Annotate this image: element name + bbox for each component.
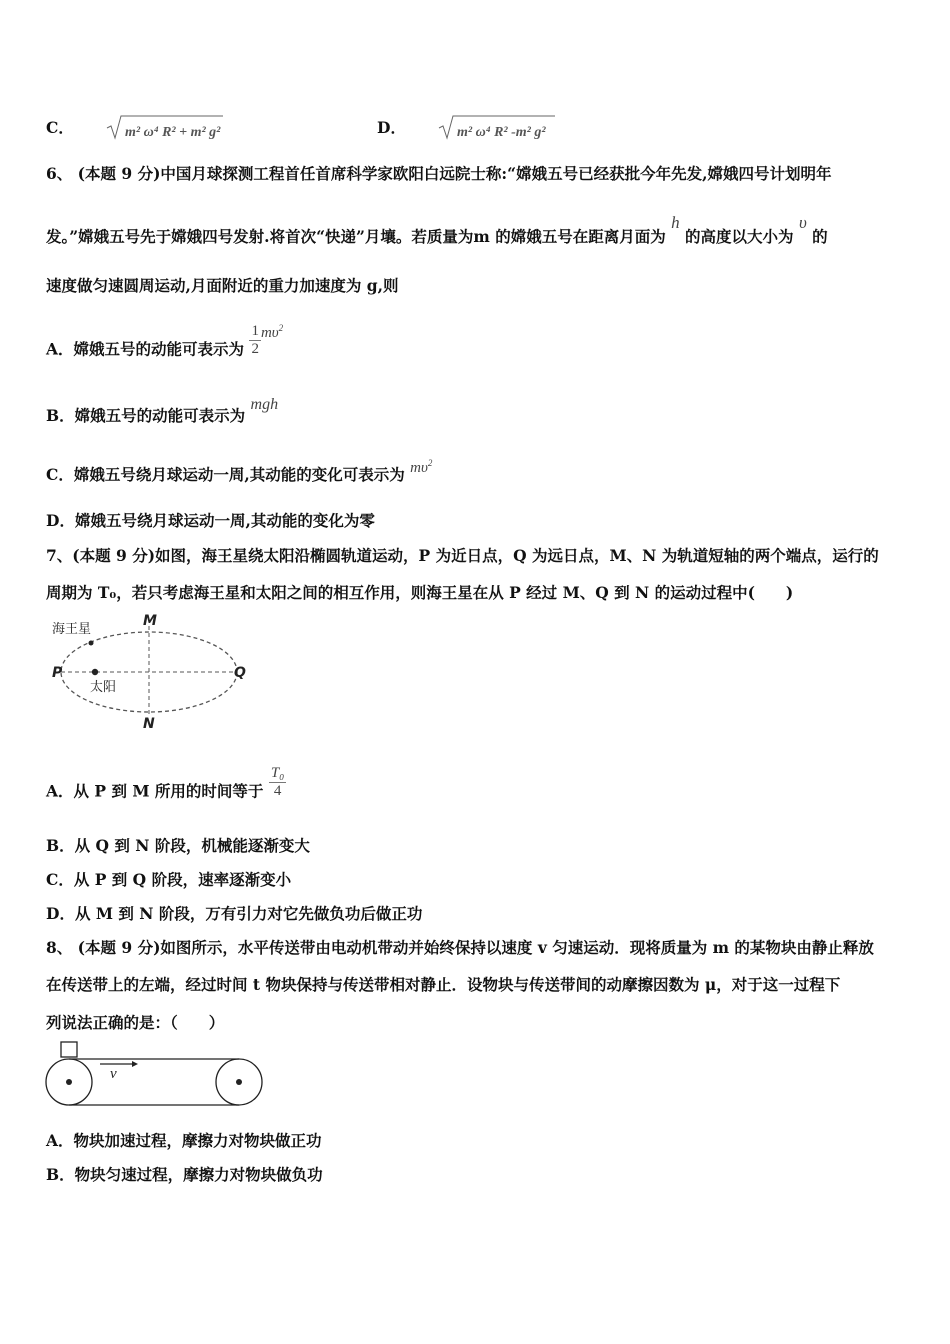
q6-stem-line2a: 发。”嫦娥五号先于嫦娥四号发射.将首次“快递”月壤。若质量为m 的嫦娥五号在距离月面为 <box>46 227 666 246</box>
q6-option-a-fraction: $\frac{1}{2}$ <box>251 323 259 357</box>
q7-orbit-figure <box>46 612 266 732</box>
q5-option-c-formula <box>85 114 225 144</box>
svg-text:m² ω⁴ R² -m² g²: m² ω⁴ R² -m² g² <box>457 125 546 140</box>
q7-option-d: D．从 M 到 N 阶段，万有引力对它先做负功后做正功 <box>46 904 423 923</box>
q8-option-a: A．物块加速过程，摩擦力对物块做正功 <box>46 1131 322 1150</box>
q5-option-c-label: C． <box>46 118 74 137</box>
q5-option-d <box>377 114 557 144</box>
q6-option-d: D．嫦娥五号绕月球运动一周,其动能的变化为零 <box>46 511 375 530</box>
q5-option-d-formula <box>417 114 557 144</box>
q7-option-b: B．从 Q 到 N 阶段，机械能逐渐变大 <box>46 836 310 855</box>
q6-stem-line2 <box>46 213 828 247</box>
left-axle <box>66 1079 72 1085</box>
q6-option-b <box>46 396 279 426</box>
label-N: N <box>143 716 155 732</box>
q7-option-a <box>46 765 286 810</box>
q6-speed-symbol: υ <box>798 213 807 232</box>
q6-option-c-formula: $m\upsilon^2$ <box>410 458 433 476</box>
q6-option-a-text: A．嫦娥五号的动能可表示为 <box>46 339 245 359</box>
q7-option-a-numerator: T₀ <box>270 765 285 781</box>
q8-stem-line2: 在传送带上的左端，经过时间 t 物块保持与传送带相对静止．设物块与传送带间的动摩擦因数为 μ，对于这一过程下 <box>46 975 841 994</box>
q6-stem-line2b: 的高度以大小为 <box>685 227 794 246</box>
q7-option-a-denominator: 4 <box>273 783 282 799</box>
q7-option-c: C．从 P 到 Q 阶段，速率逐渐变小 <box>46 870 292 889</box>
q7-stem-line2: 周期为 T₀，若只考虑海王星和太阳之间的相互作用，则海王星在从 P 经过 M、Q 到 N 的运动过程中( ) <box>46 583 794 602</box>
planet-dot <box>89 641 94 646</box>
q6-option-b-text: B．嫦娥五号的动能可表示为 <box>46 406 246 425</box>
q8-stem-line3: 列说法正确的是：（ ） <box>46 1013 225 1032</box>
q8-stem-line1: 8、 (本题 9 分)如图所示，水平传送带由电动机带动并始终保持以速度 v 匀速运动．现将质量为 m 的某物块由静止释放 <box>46 938 874 957</box>
label-Q: Q <box>234 665 246 681</box>
block <box>61 1042 77 1057</box>
q5-option-c <box>46 114 225 144</box>
q5-option-d-label: D． <box>377 118 406 137</box>
q6-stem-line3: 速度做匀速圆周运动,月面附近的重力加速度为 g,则 <box>46 276 399 295</box>
q8-option-b: B．物块匀速过程，摩擦力对物块做负功 <box>46 1165 323 1184</box>
label-planet: 海王星 <box>52 622 92 637</box>
q7-stem-line1: 7、(本题 9 分)如图，海王星绕太阳沿椭圆轨道运动，P 为近日点，Q 为远日点，M、N 为轨道短轴的两个端点，运行的 <box>46 546 879 565</box>
svg-text:m² ω⁴ R² + m² g²: m² ω⁴ R² + m² g² <box>125 125 221 140</box>
q6-option-c-text: C．嫦娥五号绕月球运动一周,其动能的变化可表示为 <box>46 465 405 484</box>
label-v: v <box>110 1066 117 1082</box>
q6-option-a: A．嫦娥五号的动能可表示为 $\frac{1}{2}$ $m\upsilon^2$ <box>46 322 284 359</box>
velocity-arrow-head <box>132 1061 138 1067</box>
q6-stem-line2c: 的 <box>812 227 828 246</box>
q7-option-a-text: A．从 P 到 M 所用的时间等于 <box>46 781 264 801</box>
q8-conveyor-figure <box>42 1040 272 1115</box>
label-sun: 太阳 <box>90 680 117 695</box>
right-axle <box>236 1079 242 1085</box>
q6-option-b-formula: mgh <box>250 396 279 413</box>
label-M: M <box>143 613 157 629</box>
q6-stem-line1: 6、 (本题 9 分)中国月球探测工程首任首席科学家欧阳白远院士称:“嫦娥五号已经获批今年先发,嫦娥四号计划明年 <box>46 164 832 183</box>
q6-height-symbol: h <box>671 213 680 232</box>
label-P: P <box>52 665 63 681</box>
q7-option-a-fraction <box>269 765 287 800</box>
sun-dot <box>92 669 98 675</box>
q6-option-c <box>46 458 433 485</box>
